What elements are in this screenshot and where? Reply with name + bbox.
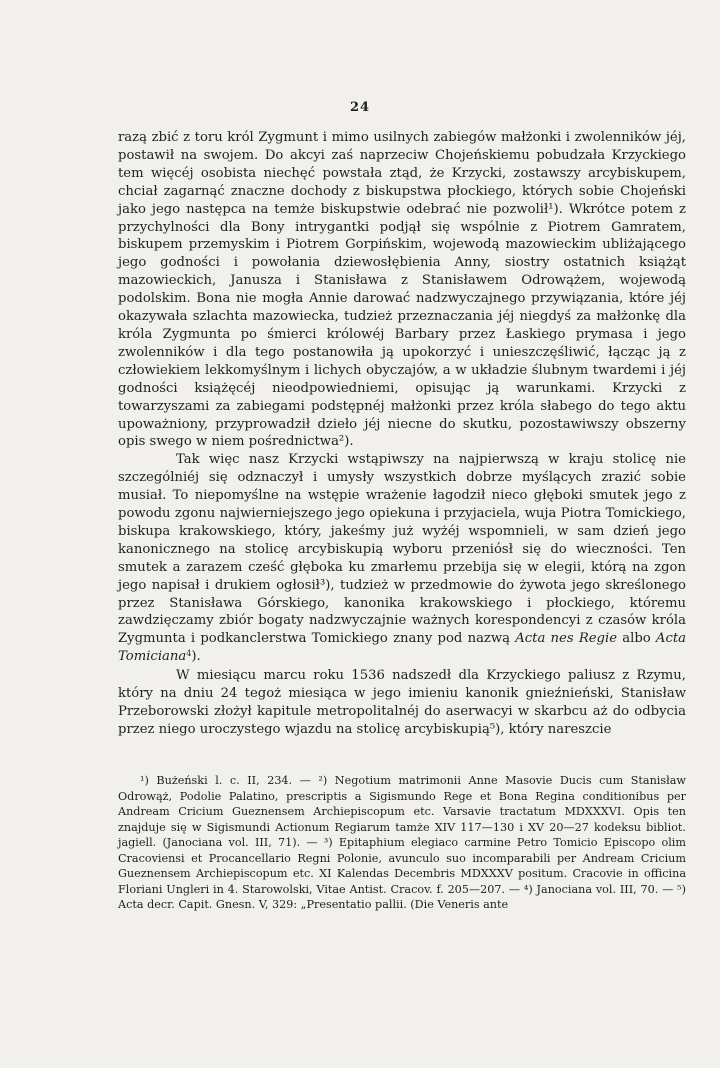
paragraph-1: razą zbić z toru król Zygmunt i mimo usilnych zabiegów małżonki i zwolenników jéj, postawił na swojem. Do akcyi zaś naprzeciw Chojeńskiemu pobudzała Krzyckiego tem więcéj osobista niechęć powstała ztąd, że Krzycki, zostawszy arcybiskupem, chciał zagarnąć znaczne dochody z biskupstwa płockiego, których sobie Chojeński jako jego następca na temże biskupstwie odebrać nie pozwolił¹). Wkrótce potem z przychylności dla Bony intrygantki podjął się wspólnie z Piotrem Gamratem, biskupem przemyskim i Piotrem Gorpińskim, wojewodą mazowieckim ubliżającego jego godności i powołania dziewosłębienia Anny, siostry ostatnich książąt mazowieckich, Janusza i Stanisława z Stanisławem Odrowążem, wojewodą podolskim. Bona nie mogła Annie darować nadzwyczajnego przywiązania, które jéj okazywała szlachta mazowiecka, tudzież przeznaczania jéj niegdyś za małżonkę dla króla Zygmunta po śmierci królowéj Barbary przez Łaskiego prymasa i jego zwolenników i dla tego postanowiła ją upokorzyć i unieszczęśliwić, łącząc ją z człowiekiem lekkomyślnym i lichych obyczajów, a w układzie ślubnym twardemi i jéj godności książęcéj nieodpowiedniemi, opisując ją warunkami. Krzycki z towarzyszami za zabiegami podstępnéj małżonki przez króla słabego do tego aktu upoważniony, przyprowadził dzieło jéj niecne do skutku, pozostawiwszy obszerny opis swego w niem pośrednictwa²). (118, 130, 686, 450)
paragraph-2-text: Tak więc nasz Krzycki wstąpiwszy na najpierwszą w kraju stolicę nie szczególniéj się odznaczył i umysły wszystkich dobrze myślących zrazić sobie musiał. To niepomyślne na wstępie wrażenie łagodził nieco głęboki smutek jego z powodu zgonu najwierniejszego jego opiekuna i przyjaciela, wuja Piotra Tomickiego, biskupa krakowskiego, który, jakeśmy już wyżéj wspomnieli, w sam dzień jego kanonicznego na stolicę arcybiskupią wyboru przeniósł się do wieczności. Ten smutek a zarazem cześć głęboka ku zmarłemu przebija się w elegii, którą na zgon jego napisał i drukiem ogłosił³), tudzież w przedmowie do żywota jego skreślonego przez Stanisława Górskiego, kanonika krakowskiego i płockiego, któremu zawdzięczamy zbiór bogaty nadzwyczajnie ważnych korespondencyi z czasów króla Zygmunta i podkanclerstwa Tomickiego znany pod nazwą (118, 452, 686, 647)
footnotes (118, 773, 686, 913)
footnote-divider (118, 760, 686, 761)
acta-separator: albo (617, 631, 656, 647)
page-number: 24 (349, 100, 371, 115)
paragraph-3: W miesiącu marcu roku 1536 nadszedł dla Krzyckiego paliusz z Rzymu, który na dniu 24 tegoż miesiąca w jego imieniu kanonik gnieźnieński, Stanisław Przeborowski złożył kapitule metropolitalnéj do aserwacyi w skarbcu aż do odbycia przez niego uroczystego wjazdu na stolicę arcybiskupią⁵), który nareszcie (118, 668, 686, 737)
acta-title: Acta nes Regie (515, 631, 618, 647)
footnotes-text: ¹) Bużeński l. c. II, 234. — ²) Negotium matrimonii Anne Masovie Ducis cum Stanisław Odrowąż, Podolie Palatino, prescriptis a Sigismundo Rege et Bona Regina conditionibus per Andream Cricium Gueznensem Archiepiscopum etc. Varsavie tractatum MDXXXVI. Opis ten znajduje się w Sigismundi Actionum Regiarum tamże XIV 117—130 i XV 20—27 kodeksu bibliot. jagiell. (Janociana vol. III, 71). — ³) Epitaphium elegiaco carmine Petro Tomicio Episcopo olim Cracoviensi et Procancellario Regni Polonie, avunculo suo incomparabili per Andream Cricium Gueznensem Archiepiscopum etc. XI Kalendas Decembris MDXXXV positum. Cracovie in officina Floriani Ungleri in 4. Starowolski, Vitae Antist. Cracov. f. 205—207. — ⁴) Janociana vol. III, 70. — ⁵) Acta decr. Capit. Gnesn. V, 329: „Presentatio pallii. (Die Veneris ante (118, 774, 686, 911)
footnote-ref-4: 4 (186, 649, 192, 659)
main-text (118, 129, 686, 739)
acta-alt-title: Acta Tomiciana (118, 631, 686, 665)
paragraph-2: Tak więc nasz Krzycki wstąpiwszy na najpierwszą w kraju stolicę nie szczególniéj się odznaczył i umysły wszystkich dobrze myślących zrazić sobie musiał. To niepomyślne na wstępie wrażenie łagodził nieco głęboki smutek jego z powodu zgonu najwierniejszego jego opiekuna i przyjaciela, wuja Piotra Tomickiego, biskupa krakowskiego, który, jakeśmy już wyżéj wspomnieli, w sam dzień jego kanonicznego na stolicę arcybiskupią wyboru przeniósł się do wieczności. Ten smutek a zarazem cześć głęboka ku zmarłemu przebija się w elegii, którą na zgon jego napisał i drukiem ogłosił³), tudzież w przedmowie do żywota jego skreślonego przez Stanisława Górskiego, kanonika krakowskiego i płockiego, któremu zawdzięczamy zbiór bogaty nadzwyczajnie ważnych korespondencyi z czasów króla Zygmunta i podkanclerstwa Tomickiego znany pod nazwą Acta nes Regie albo Acta Tomiciana$^4$). (118, 452, 686, 665)
